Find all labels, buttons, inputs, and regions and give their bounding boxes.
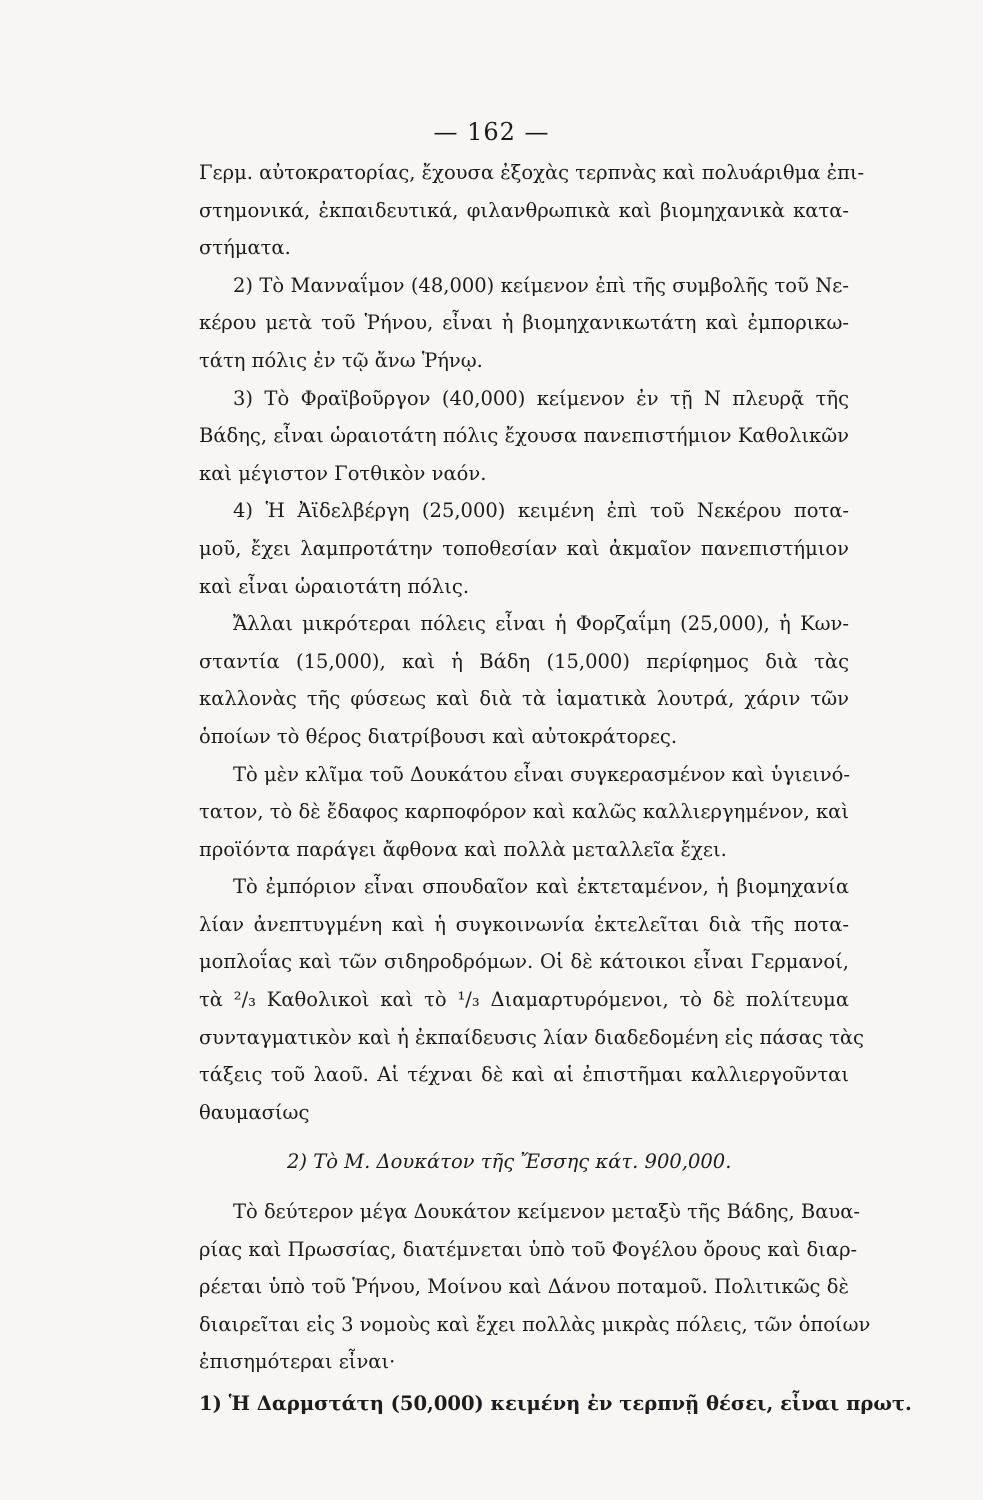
text-line: συνταγματικὸν καὶ ἡ ἐκπαίδευσις λίαν διαδεδομένη εἰς πάσας τὰς bbox=[199, 1025, 864, 1049]
text-line: Γερμ. αὐτοκρατορίας, ἔχουσα ἐξοχὰς τερπνὰς καὶ πολυάριθμα ἐπι- bbox=[199, 161, 865, 184]
text-line: κέρου μετὰ τοῦ Ῥήνου, εἶναι ἡ βιομηχανικωτάτη καὶ ἐμπορικω- bbox=[199, 311, 849, 335]
text-line: ἐπισημότεραι εἶναι· bbox=[199, 1350, 396, 1374]
text-line: Τὸ μὲν κλῖμα τοῦ Δουκάτου εἶναι συγκερασμένον καὶ ὑγιεινό- bbox=[233, 762, 850, 786]
text-line: σταντία (15,000), καὶ ἡ Βάδη (15,000) περίφημος διὰ τὰς bbox=[199, 649, 849, 673]
text-line: στήματα. bbox=[199, 236, 291, 260]
text-line: τάξεις τοῦ λαοῦ. Αἱ τέχναι δὲ καὶ αἱ ἐπιστῆμαι καλλιεργοῦνται bbox=[199, 1063, 849, 1087]
text-line: τατον, τὸ δὲ ἔδαφος καρποφόρον καὶ καλῶς καλλιεργημένον, καὶ bbox=[199, 800, 849, 824]
text-line: Βάδης, εἶναι ὡραιοτάτη πόλις ἔχουσα πανεπιστήμιον Καθολικῶν bbox=[199, 424, 849, 448]
text-line-final: 1) Ἡ Δαρμστάτη (50,000) κειμένη ἐν τερπνῇ θέσει, εἶναι πρωτ. bbox=[199, 1392, 912, 1415]
text-line: 2) Τὸ Μανναΐμον (48,000) κείμενον ἐπὶ τῆς συμβολῆς τοῦ Νε- bbox=[233, 273, 849, 297]
text-line: τάτη πόλις ἐν τῷ ἄνω Ῥήνῳ. bbox=[199, 348, 483, 372]
text-line: 4) Ἡ Ἀϊδελβέργη (25,000) κειμένη ἐπὶ τοῦ Νεκέρου ποτα- bbox=[233, 499, 849, 523]
text-line: 3) Τὸ Φραϊβοῦργον (40,000) κείμενον ἐν τῇ Ν πλευρᾷ τῆς bbox=[233, 386, 849, 410]
text-line: ρίας καὶ Πρωσσίας, διατέμνεται ὑπὸ τοῦ Φογέλου ὄρους καὶ διαρ- bbox=[199, 1237, 858, 1261]
section-heading: 2) Τὸ Μ. Δουκάτον τῆς Ἔσσης κάτ. 900,000. bbox=[287, 1150, 732, 1174]
page-body bbox=[199, 154, 912, 1423]
text-line: θαυμασίως bbox=[199, 1100, 310, 1124]
text-line: καὶ μέγιστον Γοτθικὸν ναόν. bbox=[199, 461, 487, 485]
text-line: Ἄλλαι μικρότεραι πόλεις εἶναι ἡ Φορζαΐμη (25,000), ἡ Κων- bbox=[233, 612, 849, 636]
text-line: προϊόντα παράγει ἄφθονα καὶ πολλὰ μεταλλεῖα ἔχει. bbox=[199, 837, 727, 861]
text-line: Τὸ δεύτερον μέγα Δουκάτον κείμενον μεταξὺ τῆς Βάδης, Βαυα- bbox=[233, 1200, 861, 1224]
page-number: — 162 — bbox=[433, 118, 550, 146]
text-line: τὰ ²/₃ Καθολικοὶ καὶ τὸ ¹/₃ Διαμαρτυρόμενοι, τὸ δὲ πολίτευμα bbox=[199, 988, 849, 1012]
text-line: διαιρεῖται εἰς 3 νομοὺς καὶ ἔχει πολλὰς μικρὰς πόλεις, τῶν ὁποίων bbox=[199, 1312, 871, 1336]
text-line: ρέεται ὑπὸ τοῦ Ῥήνου, Μοίνου καὶ Δάνου ποταμοῦ. Πολιτικῶς δὲ bbox=[199, 1275, 849, 1299]
text-line: καὶ εἶναι ὡραιοτάτη πόλις. bbox=[199, 574, 470, 598]
text-line: λίαν ἀνεπτυγμένη καὶ ἡ συγκοινωνία ἐκτελεῖται διὰ τῆς ποτα- bbox=[199, 912, 849, 936]
text-line: Τὸ ἐμπόριον εἶναι σπουδαῖον καὶ ἐκτεταμένον, ἡ βιομηχανία bbox=[233, 875, 849, 899]
text-line: στημονικά, ἐκπαιδευτικά, φιλανθρωπικὰ καὶ βιομηχανικὰ κατα- bbox=[199, 198, 849, 222]
text-line: ὁποίων τὸ θέρος διατρίβουσι καὶ αὐτοκράτορες. bbox=[199, 724, 678, 748]
text-line: μοῦ, ἔχει λαμπροτάτην τοποθεσίαν καὶ ἀκμαῖον πανεπιστήμιον bbox=[199, 536, 849, 560]
text-line: μοπλοΐας καὶ τῶν σιδηροδρόμων. Οἱ δὲ κάτοικοι εἶναι Γερμανοί, bbox=[199, 950, 849, 974]
text-line: καλλονὰς τῆς φύσεως καὶ διὰ τὰ ἰαματικὰ λουτρά, χάριν τῶν bbox=[199, 687, 849, 711]
